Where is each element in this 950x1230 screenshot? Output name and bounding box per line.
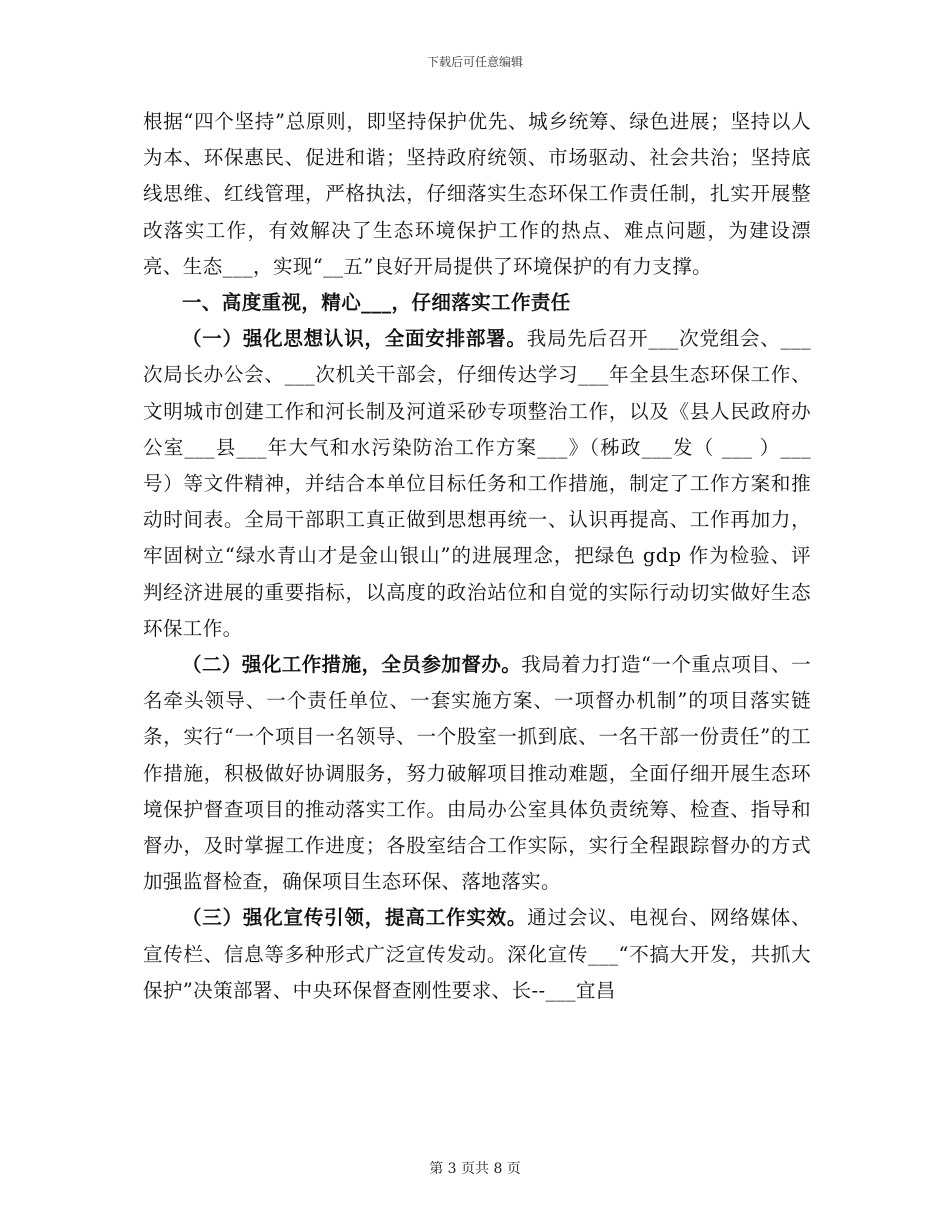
paragraph-3 [143,900,811,1009]
document-body [143,104,811,1009]
paragraph-2 [143,647,811,900]
paragraph-1-heading: （一）强化思想认识，全面安排部署。 [182,327,527,351]
paragraph-2-text: 我局着力打造“一个重点项目、一名牵头领导、一个责任单位、一套实施方案、一项督办机制”的项目落实链条，实行“一个项目一名领导、一个股室一抓到底、一名干部一份责任”的工作措施，积极做好协调服务，努力破解项目推动难题，全面仔细开展生态环境保护督查项目的推动落实工作。由局办公室具体负责统筹、检查、指导和督办，及时掌握工作进度；各股室结合工作实际，实行全程跟踪督办的方式加强监督检查，确保项目生态环保、落地落实。 [143,653,811,894]
paragraph-1-text: 我局先后召开___次党组会、___次局长办公会、___次机关干部会，仔细传达学习___年全县生态环保工作、文明城市创建工作和河长制及河道采砂专项整治工作，以及《县人民政府办公室___县___年大气和水污染防治工作方案___》（秭政___发（ ___ ）___号）等文件精神，并结合本单位目标任务和工作措施，制定了工作方案和推动时间表。全局干部职工真正做到思想再统一、认识再提高、工作再加力，牢固树立“绿水青山才是金山银山”的进展理念，把绿色 gdp 作为检验、评判经济进展的重要指标，以高度的政治站位和自觉的实际行动切实做好生态环保工作。 [143,327,811,640]
page-footer: 第 3 页共 8 页 [429,1161,521,1177]
paragraph-1 [143,321,811,647]
intro-paragraph: 根据“四个坚持”总原则，即坚持保护优先、城乡统筹、绿色进展；坚持以人为本、环保惠民、促进和谐；坚持政府统领、市场驱动、社会共治；坚持底线思维、红线管理，严格执法，仔细落实生态环保工作责任制，扎实开展整改落实工作，有效解决了生态环境保护工作的热点、难点问题，为建设漂亮、生态___，实现“__五”良好开局提供了环境保护的有力支撑。 [143,110,811,278]
page-header: 下载后可任意编辑 [426,55,523,69]
paragraph-2-heading: （二）强化工作措施，全员参加督办。 [182,653,522,677]
section-heading: 一、高度重视，精心___，仔细落实工作责任 [182,291,571,315]
paragraph-3-heading: （三）强化宣传引领，提高工作实效。 [182,906,528,930]
paragraph-3-text: 通过会议、电视台、网络媒体、宣传栏、信息等多种形式广泛宣传发动。深化宣传___“不搞大开发，共抓大保护”决策部署、中央环保督查刚性要求、长--___宜昌 [143,906,811,1002]
